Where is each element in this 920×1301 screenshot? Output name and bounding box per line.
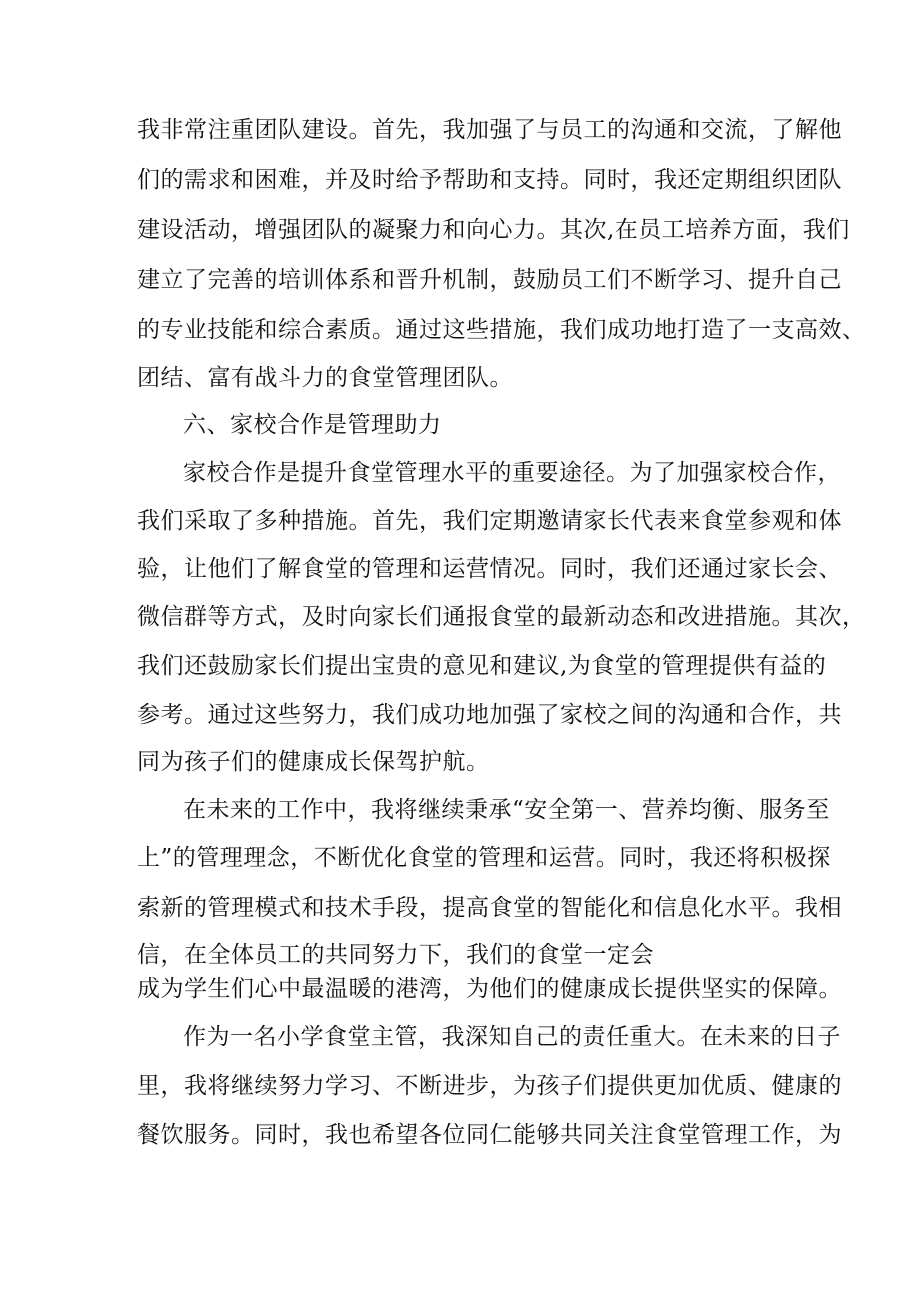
paragraph-line: 微信群等方式，及时向家长们通报食堂的最新动态和改进措施。其次， bbox=[137, 604, 866, 630]
paragraph-line: 成为学生们心中最温暖的港湾，为他们的健康成长提供坚实的保障。 bbox=[137, 976, 842, 1002]
paragraph-line: 建设活动，增强团队的凝聚力和向心力。其次,在员工培养方面，我们 bbox=[137, 217, 850, 243]
paragraph-line: 餐饮服务。同时，我也希望各位同仁能够共同关注食堂管理工作，为 bbox=[137, 1122, 842, 1148]
paragraph-line: 里，我将继续努力学习、不断进步，为孩子们提供更加优质、健康的 bbox=[137, 1073, 842, 1099]
paragraph-line: 我们还鼓励家长们提出宝贵的意见和建议,为食堂的管理提供有益的 bbox=[137, 653, 827, 679]
paragraph-line: 验，让他们了解食堂的管理和运营情况。同时，我们还通过家长会、 bbox=[137, 556, 842, 582]
paragraph-line: 我非常注重团队建设。首先，我加强了与员工的沟通和交流，了解他 bbox=[137, 117, 842, 143]
paragraph-line: 家校合作是提升食堂管理水平的重要途径。为了加强家校合作， bbox=[183, 460, 841, 486]
paragraph-line: 索新的管理模式和技术手段，提高食堂的智能化和信息化水平。我相 bbox=[137, 895, 842, 921]
paragraph-line: 参考。通过这些努力，我们成功地加强了家校之间的沟通和合作，共 bbox=[137, 702, 842, 728]
paragraph-line: 在未来的工作中，我将继续秉承“安全第一、营养均衡、服务至 bbox=[183, 797, 830, 823]
paragraph-line: 作为一名小学食堂主管，我深知自己的责任重大。在未来的日子 bbox=[183, 1024, 841, 1050]
paragraph-line: 建立了完善的培训体系和晋升机制，鼓励员工们不断学习、提升自己 bbox=[137, 267, 842, 293]
paragraph-line: 同为孩子们的健康成长保驾护航。 bbox=[137, 749, 490, 775]
section-heading: 六、家校合作是管理助力 bbox=[183, 412, 442, 438]
paragraph-line: 们的需求和困难，并及时给予帮助和支持。同时，我还定期组织团队 bbox=[137, 167, 842, 193]
paragraph-line: 上”的管理理念，不断优化食堂的管理和运营。同时，我还将积极探 bbox=[137, 845, 831, 871]
paragraph-line: 团结、富有战斗力的食堂管理团队。 bbox=[137, 365, 513, 391]
paragraph-line: 的专业技能和综合素质。通过这些措施，我们成功地打造了一支高效、 bbox=[137, 317, 866, 343]
paragraph-line: 我们采取了多种措施。首先，我们定期邀请家长代表来食堂参观和体 bbox=[137, 508, 842, 534]
paragraph-line: 信，在全体员工的共同努力下，我们的食堂一定会 bbox=[137, 942, 654, 968]
